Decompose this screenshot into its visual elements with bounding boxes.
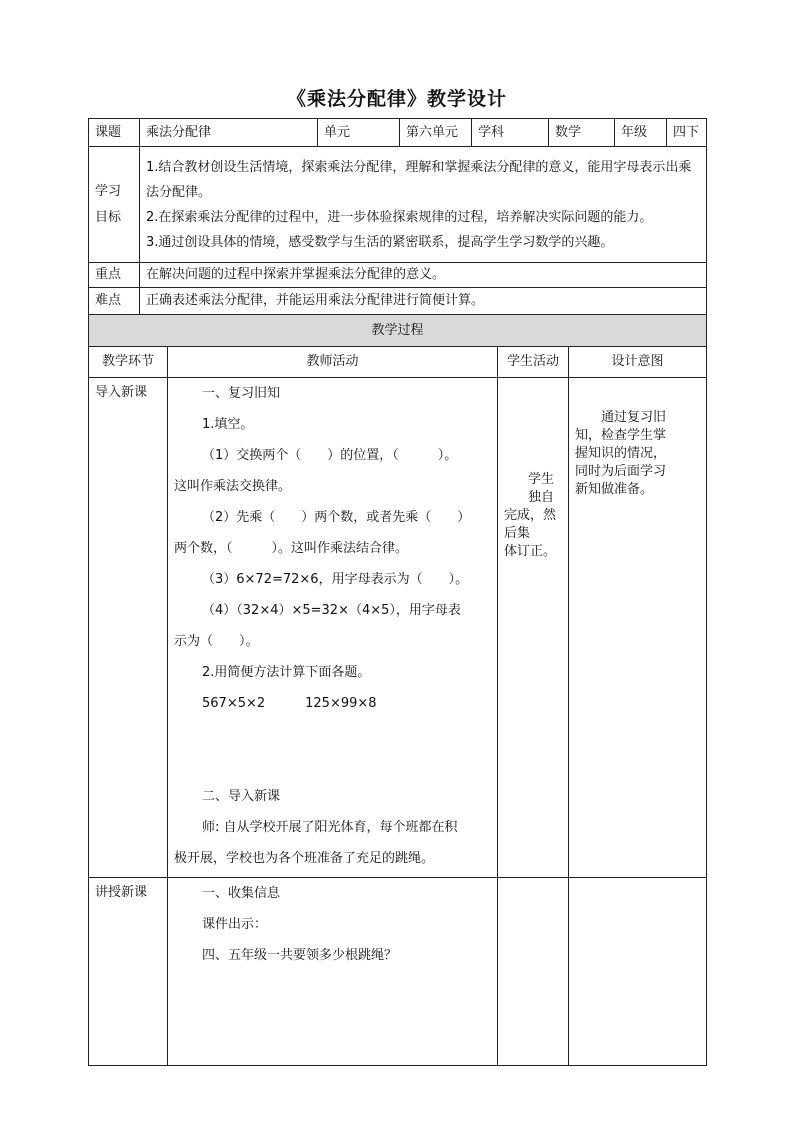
teacher-line — [174, 688, 491, 719]
column-header-row — [89, 347, 707, 378]
student-line: 体订正。 — [504, 544, 557, 559]
student-line: 完成，然后集 — [504, 508, 557, 541]
topic-value: 乘法分配律 — [140, 119, 318, 147]
student-line: 学生独自 — [528, 472, 555, 505]
section1-student — [498, 378, 569, 878]
teacher-line: 四、五年级一共要领多少根跳绳？ — [202, 948, 398, 963]
teacher-line: 1.填空。 — [202, 417, 254, 432]
header-row — [89, 119, 707, 147]
section1-intent — [569, 378, 707, 878]
calc-a: 567×5×2 — [202, 696, 266, 711]
page-title: 《乘法分配律》教学设计 — [286, 88, 507, 110]
difficulty-row — [89, 288, 707, 315]
section2-intent — [569, 878, 707, 1066]
teacher-line: （3）6×72=72×6，用字母表示为（ ）。 — [202, 572, 469, 587]
key-point-row — [89, 263, 707, 288]
section1-row — [89, 378, 707, 878]
intent-line: 同时为后面学习 — [575, 464, 667, 479]
section2-row — [89, 878, 707, 1066]
teacher-heading: 一、收集信息 — [202, 886, 281, 901]
goals-label-text: 学习目标 — [95, 183, 122, 225]
teacher-line: 两个数，（ ）。这叫作乘法结合律。 — [174, 541, 409, 556]
section2-student — [498, 878, 569, 1066]
difficulty-label: 难点 — [89, 288, 140, 315]
teacher-line: 这叫作乘法交换律。 — [174, 479, 292, 494]
section1-stage: 导入新课 — [89, 378, 168, 878]
section2-teacher — [168, 878, 498, 1066]
teacher-line: 2.用简便方法计算下面各题。 — [202, 665, 371, 680]
calc-b: 125×99×8 — [305, 696, 377, 711]
col-student: 学生活动 — [498, 347, 569, 378]
key-point-label: 重点 — [89, 263, 140, 288]
difficulty-text: 正确表述乘法分配律，并能运用乘法分配律进行简便计算。 — [140, 288, 707, 315]
teacher-line: 极开展，学校也为各个班准备了充足的跳绳。 — [174, 851, 435, 866]
teacher-line: 师: 自从学校开展了阳光体育，每个班都在积 — [202, 820, 458, 835]
process-header: 教学过程 — [89, 315, 707, 347]
intent-line: 新知做准备。 — [575, 482, 654, 497]
intent-line: 通过复习旧 — [601, 410, 667, 425]
goal-item: 3.通过创设具体的情境，感受数学与生活的紧密联系，提高学生学习数学的兴趣。 — [146, 234, 614, 250]
intent-line: 握知识的情况， — [575, 446, 667, 461]
section1-teacher — [168, 378, 498, 878]
goals-label — [89, 147, 140, 263]
goals-row — [89, 147, 707, 263]
col-teacher: 教师活动 — [168, 347, 498, 378]
key-point-text: 在解决问题的过程中探索并掌握乘法分配律的意义。 — [140, 263, 707, 288]
lesson-plan-table — [88, 118, 707, 1066]
intent-line: 知，检查学生掌 — [575, 428, 667, 443]
teacher-heading: 二、导入新课 — [202, 789, 281, 804]
subject-value: 数学 — [549, 119, 615, 147]
unit-value: 第六单元 — [400, 119, 472, 147]
col-intent: 设计意图 — [569, 347, 707, 378]
process-header-row — [89, 315, 707, 347]
grade-label: 年级 — [615, 119, 667, 147]
teacher-line: 课件出示： — [202, 917, 268, 932]
teacher-line: （2）先乘（ ）两个数，或者先乘（ ） — [202, 510, 471, 525]
goal-item: 1.结合教材创设生活情境，探索乘法分配律，理解和掌握乘法分配律的意义，能用字母表示出乘法分配律。 — [146, 159, 692, 200]
col-stage: 教学环节 — [89, 347, 168, 378]
subject-label: 学科 — [472, 119, 549, 147]
unit-label: 单元 — [318, 119, 400, 147]
section2-stage: 讲授新课 — [89, 878, 168, 1066]
grade-value: 四下 — [667, 119, 707, 147]
teacher-line: （1）交换两个（ ）的位置，（ ）。 — [202, 448, 458, 463]
teacher-heading: 一、复习旧知 — [202, 386, 281, 401]
goals-content — [140, 147, 707, 263]
teacher-line: （4）（32×4）×5=32×（4×5），用字母表 — [202, 603, 461, 618]
goal-item: 2.在探索乘法分配律的过程中，进一步体验探索规律的过程，培养解决实际问题的能力。 — [146, 209, 653, 225]
teacher-line: 示为（ ）。 — [174, 634, 259, 649]
topic-label: 课题 — [89, 119, 140, 147]
